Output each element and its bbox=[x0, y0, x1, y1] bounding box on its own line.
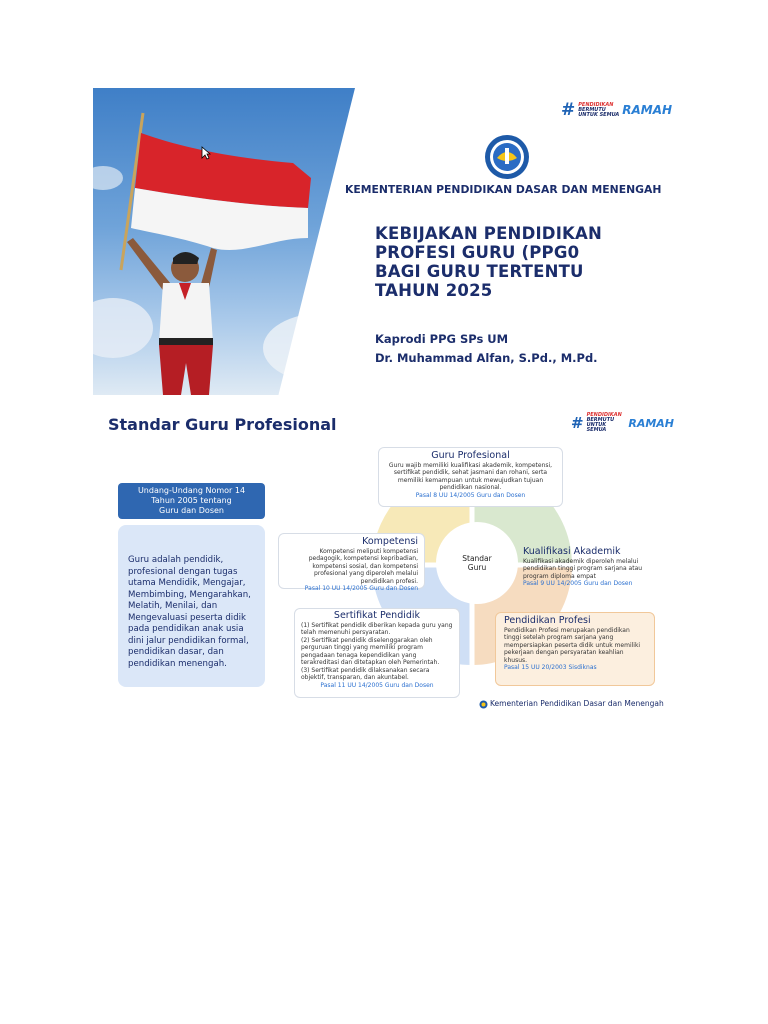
slide-title: Standar Guru Profesional bbox=[108, 415, 337, 434]
brand-line-2b: BERMUTU bbox=[586, 417, 615, 423]
ramah-logo: RAMAH bbox=[622, 103, 673, 117]
card-text: Kualifikasi akademik diperoleh melalui pendidikan tinggi program sarjana atau program diploma empat bbox=[523, 557, 643, 580]
card-ref: Pasal 8 UU 14/2005 Guru dan Dosen bbox=[415, 491, 526, 499]
law-line-1: Undang-Undang Nomor 14 bbox=[137, 486, 246, 495]
standard-slide bbox=[93, 405, 674, 712]
brand-line-2: BERMUTU bbox=[578, 106, 606, 113]
card-title: Sertifikat Pendidik bbox=[333, 610, 421, 621]
brand-line-1b: PENDIDIKAN bbox=[586, 412, 622, 418]
card-text: Kompetensi meliputi kompetensi pedagogik, kompetensi kepribadian, kompetensi sosial, dan kompetensi profesional yang diperoleh melalui pendidikan profesi. bbox=[308, 547, 418, 585]
card-title: Guru Profesional bbox=[431, 450, 510, 461]
title-line-2: PROFESI GURU (PPG0 bbox=[375, 243, 580, 262]
center-line-1: Standar bbox=[462, 554, 492, 563]
brand-logo bbox=[561, 100, 672, 120]
card-ref: Pasal 11 UU 14/2005 Guru dan Dosen bbox=[320, 681, 434, 689]
card-item-1: (1) Sertifikat pendidik diberikan kepada guru yang telah memenuhi persyaratan. bbox=[301, 621, 453, 636]
card-kualifikasi bbox=[518, 545, 648, 593]
card-kompetensi bbox=[278, 533, 425, 592]
brand-logo-2 bbox=[571, 413, 674, 433]
ramah-logo-2: RAMAH bbox=[628, 416, 674, 430]
card-ref: Pasal 9 UU 14/2005 Guru dan Dosen bbox=[523, 580, 633, 587]
card-pendidikan-profesi bbox=[495, 612, 655, 686]
center-line-2: Guru bbox=[467, 563, 487, 572]
mouse-cursor-icon bbox=[201, 146, 211, 160]
hashtag-icon: # bbox=[561, 100, 576, 120]
card-text: Guru wajib memiliki kualifikasi akademik, kompetensi, sertifikat pendidik, sehat jasmani dan rohani, serta memiliki kemampuan untuk mewujudkan tujuan pendidikan nasional. bbox=[388, 461, 553, 491]
title-line-1: KEBIJAKAN PENDIDIKAN bbox=[375, 224, 602, 243]
footer-ministry: Kementerian Pendidikan Dasar dan Menengah bbox=[490, 699, 664, 708]
card-title: Pendidikan Profesi bbox=[504, 615, 591, 626]
presenter-role: Kaprodi PPG SPs UM bbox=[375, 332, 509, 346]
teacher-definition-box bbox=[118, 525, 265, 687]
ministry-name: KEMENTERIAN PENDIDIKAN DASAR DAN MENENGAH bbox=[345, 183, 662, 196]
law-reference-box bbox=[118, 483, 265, 519]
hashtag-icon-2: # bbox=[571, 414, 584, 432]
presentation-title bbox=[375, 224, 665, 300]
card-title: Kualifikasi Akademik bbox=[523, 546, 621, 557]
ministry-emblem-icon bbox=[483, 134, 531, 180]
card-text: Pendidikan Profesi merupakan pendidikan tinggi setelah program sarjana yang mempersiapkan peserta didik untuk memiliki pekerjaan dengan persyaratan keahlian khusus. bbox=[504, 626, 641, 664]
brand-line-3: UNTUK SEMUA bbox=[578, 111, 620, 118]
card-item-2: (2) Sertifikat pendidik diselenggarakan oleh perguruan tinggi yang memiliki program pengadaan tenaga kependidikan yang terakreditasi dan ditetapkan oleh Pemerintah. bbox=[301, 636, 440, 666]
teacher-definition: Guru adalah pendidik, profesional dengan tugas utama Mendidik, Mengajar, Membimbing, Mengarahkan, Melatih, Menilai, dan Mengevaluasi peserta didik pada pendidikan anak usia dini jalur pendidikan formal, pendidikan dasar, dan pendidikan menengah. bbox=[128, 555, 251, 669]
law-line-3: Guru dan Dosen bbox=[159, 506, 224, 515]
title-line-3: BAGI GURU TERTENTU bbox=[375, 262, 584, 281]
card-ref: Pasal 15 UU 20/2003 Sisdiknas bbox=[504, 664, 597, 671]
ministry-footer-icon bbox=[479, 700, 488, 709]
law-line-2: Tahun 2005 tentang bbox=[151, 496, 232, 505]
card-sertifikat bbox=[294, 608, 460, 698]
card-ref: Pasal 10 UU 14/2005 Guru dan Dosen bbox=[304, 585, 418, 592]
card-guru-profesional bbox=[378, 447, 563, 507]
card-item-3: (3) Sertifikat pendidik dilaksanakan secara objektif, transparan, dan akuntabel. bbox=[301, 666, 430, 681]
brand-line-3b: UNTUK SEMUA bbox=[586, 422, 607, 433]
center-standard-label bbox=[436, 522, 518, 604]
title-line-4: TAHUN 2025 bbox=[375, 281, 493, 300]
card-title: Kompetensi bbox=[362, 536, 418, 547]
brand-line-1: PENDIDIKAN bbox=[578, 101, 614, 108]
title-slide bbox=[93, 88, 674, 395]
presenter-name: Dr. Muhammad Alfan, S.Pd., M.Pd. bbox=[375, 351, 598, 365]
